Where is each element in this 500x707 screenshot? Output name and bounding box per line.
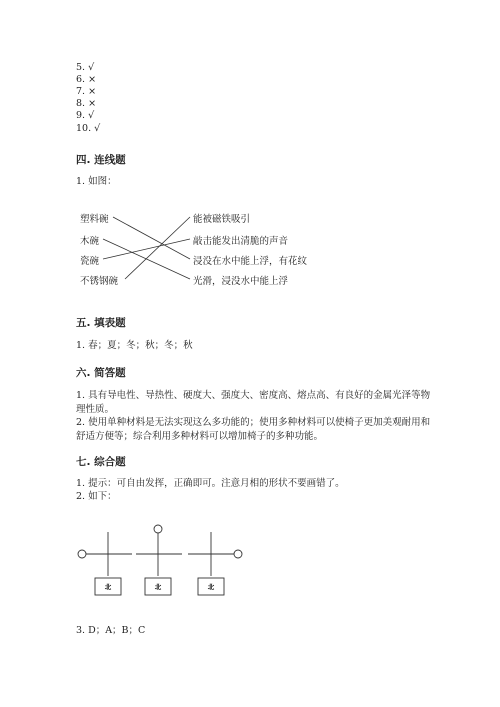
match-right-2: 敲击能发出清脆的声音 [193,236,289,247]
section-5-answer: 1. 春；夏；冬；秋；冬；秋 [76,340,193,351]
match-left-4: 不锈钢碗 [80,276,119,287]
section-4-intro: 1. 如图： [76,176,117,187]
match-left-2: 木碗 [80,236,100,247]
answer-10: 10. √ [76,123,101,134]
answer-5: 5. √ [76,62,95,73]
answer-8: 8. × [76,98,97,109]
section-6-answer-2: 2. 使用单种材料是无法实现这么多功能的；使用多种材料可以使椅子更加美观耐用和舒适方便等；综合利用多种材料可以增加椅子的多种功能。 [76,417,431,442]
north-label-3: 北 [207,583,215,591]
answer-9: 9. √ [76,110,95,121]
section-7-answer-2: 2. 如下： [76,491,117,502]
moon-circle-2 [154,525,162,533]
section-7-answer-3: 3. D；A；B；C [76,625,146,636]
match-right-4: 光滑，浸没水中能上浮 [193,276,289,287]
north-label-1: 北 [104,583,112,591]
moon-circle-3 [234,550,242,558]
section-5-title: 五. 填表题 [76,317,126,329]
section-7-title: 七. 综合题 [76,456,126,468]
answer-6: 6. × [76,74,97,85]
answer-7: 7. × [76,86,97,97]
section-4-title: 四. 连线题 [76,154,126,166]
moon-diagram-3 [188,532,242,595]
match-left-3: 瓷碗 [80,256,100,267]
section-7-answer-1: 1. 提示：可自由发挥，正确即可。注意月相的形状不要画错了。 [76,478,345,489]
match-line-4 [125,217,190,279]
section-6-answer-1: 1. 具有导电性、导热性、硬度大、强度大、密度高、熔点高、有良好的金属光泽等物理性质。 [76,390,431,415]
match-left-1: 塑料碗 [80,214,109,225]
moon-circle-1 [78,550,86,558]
section-6-title: 六. 简答题 [76,367,126,379]
match-right-3: 浸没在水中能上浮，有花纹 [193,256,308,267]
match-right-1: 能被磁铁吸引 [193,214,251,225]
north-label-2: 北 [154,583,162,591]
match-line-1 [113,217,190,259]
match-line-3 [103,239,190,259]
